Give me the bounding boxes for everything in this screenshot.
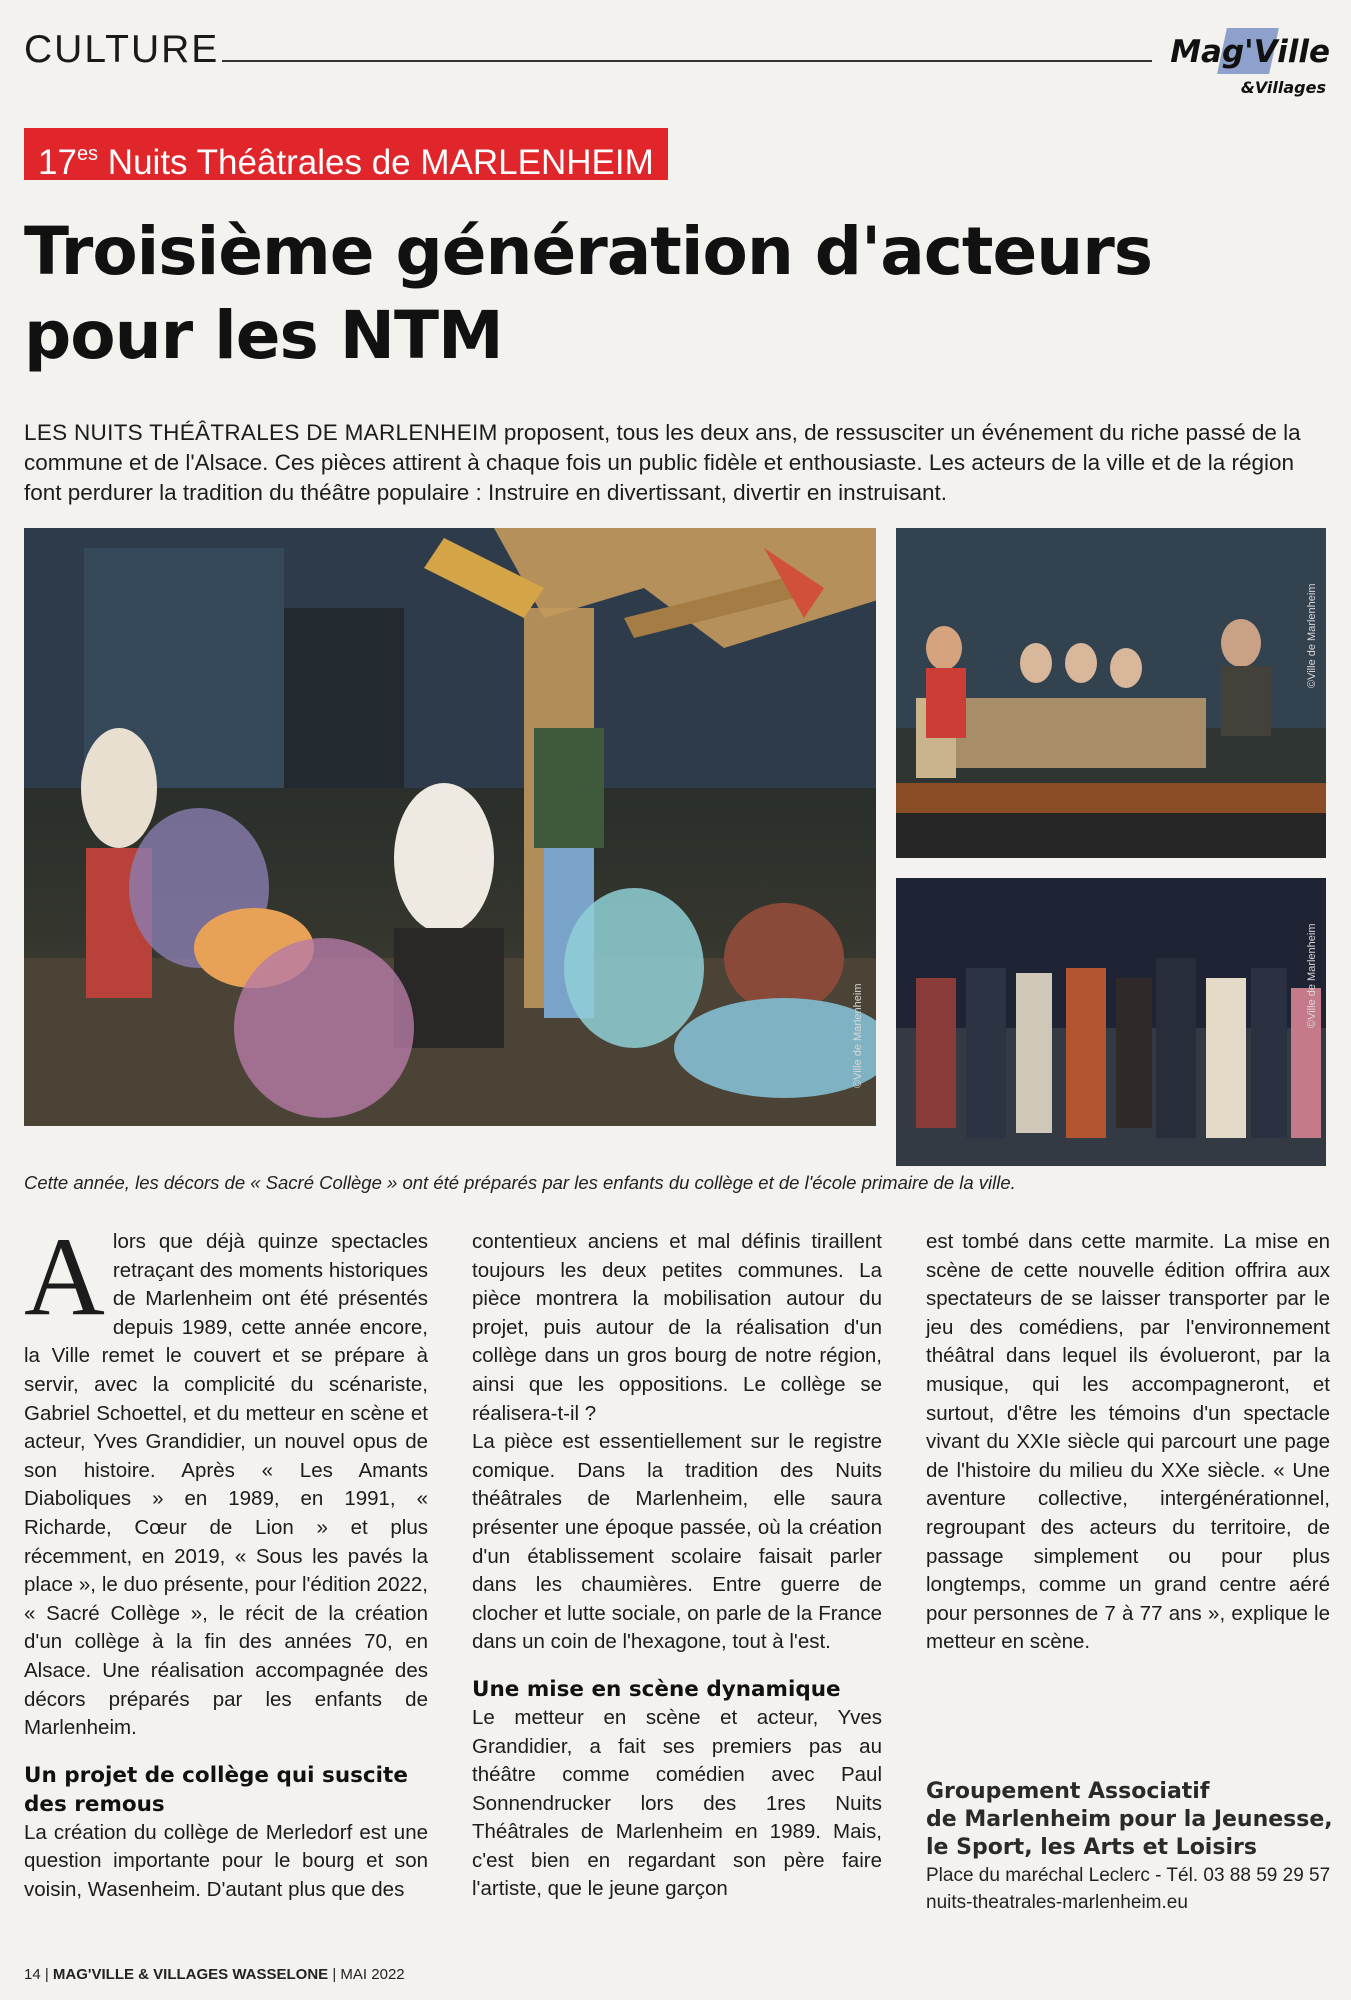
article-column-2 xyxy=(472,1228,882,1904)
article-column-1 xyxy=(24,1215,428,1904)
issue-date: MAI 2022 xyxy=(340,1966,405,1983)
drop-cap: A xyxy=(24,1215,105,1339)
photo-main-stage-scene xyxy=(24,528,876,1126)
article-paragraph: contentieux anciens et mal définis tiraillent toujours les deux petites communes. La pièce montrera la mobilisation autour du projet, puis autour de la réalisation d'un collège dans un gros bourg de notre région, ainsi que les oppositions. Le collège se réalisera-t-il ? xyxy=(472,1230,882,1425)
photo-right-top-stage-table xyxy=(896,528,1326,858)
publication-name: MAG'VILLE & VILLAGES WASSELONE xyxy=(52,1966,329,1983)
article-paragraph: La pièce est essentiellement sur le registre comique. Dans la tradition des Nuits théâtrales de Marlenheim, elle saura présenter une époque passée, où la création d'un établissement scolaire faisait parler dans les chaumières. Entre guerre de clocher et lutte sociale, on parle de la France dans un coin de l'hexagone, tout à l'est. xyxy=(472,1430,882,1654)
intro-text: proposent, tous les deux ans, de ressusciter un événement du riche passé de la commune et de l'Alsace. Ces pièces attirent à chaque fois un public fidèle et enthousiaste. Les acteurs de la ville et de la région font perdurer la tradition du théâtre populaire : Instruire en divertissant, divertir en instruisant. xyxy=(24,420,1301,505)
photo-right-bottom-credit: ©Ville de Marlenheim xyxy=(1306,923,1318,1028)
subheading: Une mise en scène dynamique xyxy=(472,1676,841,1702)
kicker-number: 17 xyxy=(38,143,77,182)
masthead-title: Mag'Ville xyxy=(1170,34,1330,70)
intro-lead: LES NUITS THÉÂTRALES DE MARLENHEIM xyxy=(24,420,498,445)
photo-right-bottom-illustration xyxy=(896,878,1326,1166)
paragraph-text: lors que déjà quinze spectacles retraçant des moments historiques de Marlenheim ont été présentés depuis 1989, cette année encore, la Ville remet le couvert et se prépare à servir, avec la complicité du scénariste, Gabriel Schoettel, et du metteur en scène et acteur, Yves Grandidier, un nouvel opus de son histoire. Après « Les Amants Diaboliques » en 1989, en 1991, « Richarde, Cœur de Lion » et plus récemment, en 2019, « Sous les pavés la place », le duo présente, pour l'édition 2022, « Sacré Collège », le récit de la création d'un collège à la fin des années 70, en Alsace. Une réalisation accompagnée des décors préparés par les enfants de Marlenheim. xyxy=(24,1230,428,1740)
photo-main-illustration xyxy=(24,528,876,1126)
kicker-banner xyxy=(24,128,668,180)
page-number: 14 xyxy=(24,1966,41,1983)
organization-name-line: de Marlenheim pour la Jeunesse, xyxy=(926,1807,1333,1832)
organization-name-line: Groupement Associatif xyxy=(926,1779,1210,1804)
organization-website[interactable]: nuits-theatrales-marlenheim.eu xyxy=(926,1892,1188,1913)
header-rule xyxy=(222,60,1152,62)
masthead-subtitle: &Villages xyxy=(1240,78,1326,97)
intro-paragraph xyxy=(24,418,1330,508)
masthead-logo xyxy=(1160,34,1330,104)
section-label: CULTURE xyxy=(24,28,220,71)
subheading: Un projet de collège qui suscite des remous xyxy=(24,1762,408,1817)
article-column-3 xyxy=(926,1228,1330,1657)
photo-main-credit: ©Ville de Marlenheim xyxy=(852,983,864,1088)
article-paragraph: La création du collège de Merledorf est une question importante pour le bourg et son voisin, Wasenheim. D'autant plus que des xyxy=(24,1820,428,1901)
photo-right-top-credit: ©Ville de Marlenheim xyxy=(1306,583,1318,688)
article-paragraph: est tombé dans cette marmite. La mise en scène de cette nouvelle édition offrira aux spectateurs de se laisser transporter par le jeu des comédiens, par l'environnement théâtral dans lequel ils évolueront, par la musique, qui les accompagneront, et surtout, d'être les témoins d'un spectacle vivant du XXIe siècle qui parcourt une page de l'histoire du milieu du XXe siècle. « Une aventure collective, intergénérationnel, regroupant des acteurs du territoire, de passage simplement ou pour plus longtemps, comme un grand centre aéré pour personnes de 7 à 77 ans », explique le metteur en scène. xyxy=(926,1230,1330,1654)
organization-address: Place du maréchal Leclerc - Tél. 03 88 59 29 57 xyxy=(926,1865,1331,1886)
headline: Troisième génération d'acteurs pour les NTM xyxy=(24,213,1153,374)
article-paragraph: Le metteur en scène et acteur, Yves Grandidier, a fait ses premiers pas au théâtre comme comédien avec Paul Sonnendrucker lors des 1res Nuits Théâtrales de Marlenheim en 1989. Mais, c'est bien en regardant son père faire l'artiste, que le jeune garçon xyxy=(472,1705,882,1901)
organization-name-line: le Sport, les Arts et Loisirs xyxy=(926,1835,1257,1860)
kicker-text: Nuits Théâtrales de MARLENHEIM xyxy=(107,143,654,182)
photo-right-bottom-street-scene xyxy=(896,878,1326,1166)
photo-right-top-illustration xyxy=(896,528,1326,858)
page-footer: 14 | MAG'VILLE & VILLAGES WASSELONE | MAI 2022 xyxy=(24,1966,405,1983)
article-paragraph xyxy=(24,1215,428,1743)
photo-caption: Cette année, les décors de « Sacré Collège » ont été préparés par les enfants du collège et de l'école primaire de la ville. xyxy=(24,1172,1016,1193)
info-box xyxy=(926,1778,1336,1916)
kicker-suffix: es xyxy=(76,143,99,165)
